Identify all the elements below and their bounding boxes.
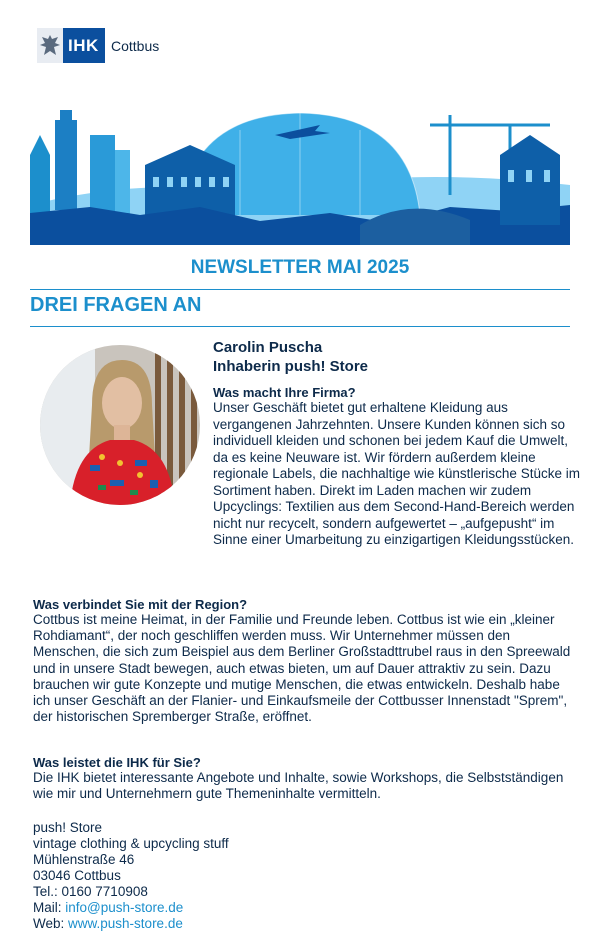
contact-web-row (33, 916, 578, 932)
answer-text: Unser Geschäft bietet gut erhaltene Kleidung aus vergangenen Jahrzehnten. Unsere Kunden können sich so individuell kleiden und schonen bei jedem Kauf die Umwelt, da es keine Neuware ist. Wir fördern außerdem kleine regionale Labels, die nachhaltige wie künstlerische Stücke im Sortiment haben. Direkt im Laden machen wir zudem Upcyclings: Textilien aus dem Second-Hand-Bereich werden nicht nur recycelt, sondern aufgewertet – „aufgepusht“ im Sinne einer Umarbeitung zu einzigartigen Kleidungsstücken. (213, 400, 580, 547)
question-block-3 (33, 755, 578, 802)
logo-mark (37, 28, 105, 63)
answer-text: Die IHK bietet interessante Angebote und Inhalte, sowie Workshops, die Selbstständigen wie mir und Unternehmern gute Themeninhalte vermitteln. (33, 770, 564, 802)
web-label: Web: (33, 916, 65, 931)
ihk-logo[interactable] (37, 28, 159, 63)
eagle-icon (37, 28, 63, 63)
contact-mail-row (33, 900, 578, 916)
contact-phone: Tel.: 0160 7710908 (33, 884, 148, 899)
divider-top (30, 289, 570, 290)
divider-bottom (30, 326, 570, 327)
contact-block (33, 820, 578, 932)
logo-city: Cottbus (111, 37, 160, 54)
cottbus-skyline-banner (30, 95, 570, 245)
portrait-photo (40, 345, 200, 505)
mail-label: Mail: (33, 900, 62, 915)
web-link[interactable]: www.push-store.de (68, 916, 183, 931)
mail-link[interactable]: info@push-store.de (65, 900, 184, 915)
contact-city: 03046 Cottbus (33, 868, 121, 883)
question-block-1 (213, 385, 581, 549)
contact-company: push! Store (33, 820, 103, 835)
answer-text: Cottbus ist meine Heimat, in der Familie und Freunde leben. Cottbus ist wie ein „kleiner Rohdiamant“, der noch geschliffen werden muss. Wir Unternehmer müssen den Menschen, die sich zum Beispiel aus dem Berliner Großstadttrubel raus in den Spreewald und in unsere Stadt bewegen, auch etwas bieten, um auf Dauer attraktiv zu sein. Dazu brauchen wir gute Konzepte und mutige Menschen, die etwas entwickeln. Deshalb habe ich unser Geschäft an der Flanier- und Einkaufsmeile der Cottbusser Innenstadt "Sprem", der historischen Spremberger Straße, eröffnet. (33, 612, 571, 725)
question-heading: Was leistet die IHK für Sie? (33, 755, 201, 770)
person-name: Carolin Puscha (213, 339, 323, 356)
section-title: DREI FRAGEN AN (30, 294, 202, 316)
person-role: Inhaberin push! Store (213, 358, 369, 375)
logo-brand: IHK (68, 35, 99, 55)
question-heading: Was macht Ihre Firma? (213, 385, 356, 400)
contact-street: Mühlenstraße 46 (33, 852, 135, 867)
newsletter-title: NEWSLETTER MAI 2025 (190, 257, 410, 278)
question-block-2 (33, 597, 578, 725)
contact-tagline: vintage clothing & upcycling stuff (33, 836, 229, 851)
question-heading: Was verbindet Sie mit der Region? (33, 597, 248, 612)
